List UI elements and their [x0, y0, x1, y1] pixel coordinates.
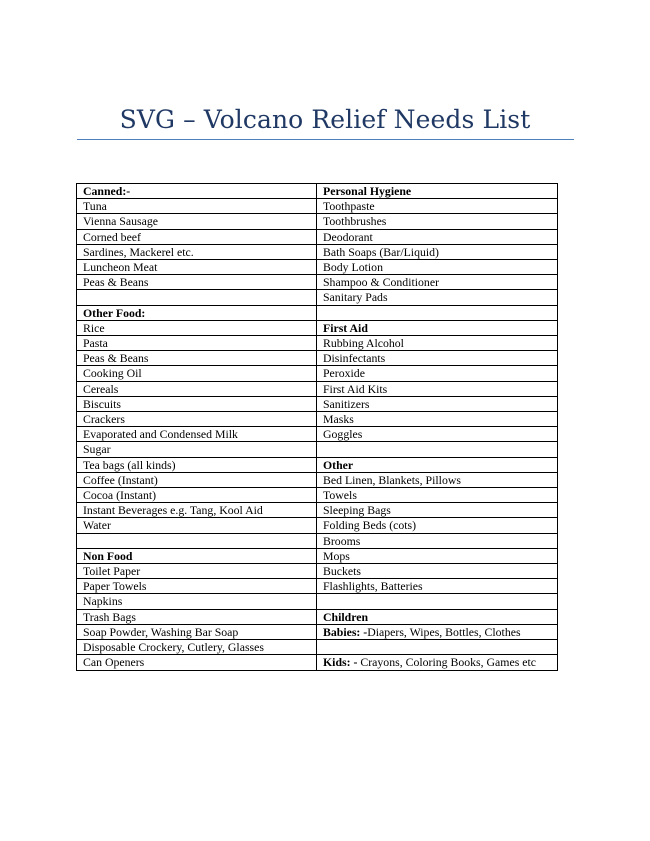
item-cell: Buckets	[317, 564, 558, 579]
item-group-text: Crayons, Coloring Books, Games etc	[357, 655, 536, 670]
labeled-item-cell	[317, 655, 558, 670]
table-row	[77, 548, 558, 563]
item-cell	[77, 533, 317, 548]
table-row	[77, 594, 558, 609]
item-cell: Sleeping Bags	[317, 503, 558, 518]
table-row	[77, 442, 558, 457]
table-row	[77, 518, 558, 533]
item-cell: Rubbing Alcohol	[317, 336, 558, 351]
item-cell: Paper Towels	[77, 579, 317, 594]
table-row	[77, 564, 558, 579]
table-row	[77, 351, 558, 366]
item-cell: Luncheon Meat	[77, 260, 317, 275]
table-row	[77, 290, 558, 305]
table-row	[77, 199, 558, 214]
item-cell: Soap Powder, Washing Bar Soap	[77, 624, 317, 639]
title-rule	[77, 139, 574, 140]
item-cell: Biscuits	[77, 396, 317, 411]
document-title: SVG – Volcano Relief Needs List	[119, 105, 531, 134]
item-cell: Body Lotion	[317, 260, 558, 275]
table-row	[77, 533, 558, 548]
needs-list-table	[76, 183, 558, 671]
item-cell: Folding Beds (cots)	[317, 518, 558, 533]
item-cell: Peas & Beans	[77, 351, 317, 366]
item-cell: Vienna Sausage	[77, 214, 317, 229]
section-heading-cell: Canned:-	[77, 184, 317, 199]
item-cell: Mops	[317, 548, 558, 563]
table-row	[77, 184, 558, 199]
section-heading-cell: First Aid	[317, 320, 558, 335]
item-cell: Bath Soaps (Bar/Liquid)	[317, 244, 558, 259]
item-cell: Towels	[317, 488, 558, 503]
item-cell	[317, 594, 558, 609]
item-cell: Shampoo & Conditioner	[317, 275, 558, 290]
table-row	[77, 396, 558, 411]
item-cell: Deodorant	[317, 229, 558, 244]
item-cell: Cocoa (Instant)	[77, 488, 317, 503]
item-cell: Rice	[77, 320, 317, 335]
table-row	[77, 609, 558, 624]
item-cell: Cooking Oil	[77, 366, 317, 381]
item-cell: Disinfectants	[317, 351, 558, 366]
table-row	[77, 640, 558, 655]
table-row	[77, 381, 558, 396]
table-row	[77, 275, 558, 290]
item-cell: Instant Beverages e.g. Tang, Kool Aid	[77, 503, 317, 518]
item-cell: Peas & Beans	[77, 275, 317, 290]
item-cell: First Aid Kits	[317, 381, 558, 396]
item-cell: Disposable Crockery, Cutlery, Glasses	[77, 640, 317, 655]
item-cell: Tuna	[77, 199, 317, 214]
table-row	[77, 305, 558, 320]
item-cell: Trash Bags	[77, 609, 317, 624]
item-cell: Sardines, Mackerel etc.	[77, 244, 317, 259]
item-cell	[77, 290, 317, 305]
section-heading-cell: Other Food:	[77, 305, 317, 320]
item-cell: Flashlights, Batteries	[317, 579, 558, 594]
item-cell: Can Openers	[77, 655, 317, 670]
section-heading-cell: Non Food	[77, 548, 317, 563]
item-cell: Pasta	[77, 336, 317, 351]
item-cell: Sanitary Pads	[317, 290, 558, 305]
item-cell	[317, 305, 558, 320]
section-heading-cell: Personal Hygiene	[317, 184, 558, 199]
item-group-label: Babies: -	[323, 624, 368, 639]
item-cell: Bed Linen, Blankets, Pillows	[317, 472, 558, 487]
table-row	[77, 579, 558, 594]
item-cell: Peroxide	[317, 366, 558, 381]
item-cell: Toothbrushes	[317, 214, 558, 229]
item-cell: Masks	[317, 412, 558, 427]
table-row	[77, 624, 558, 639]
table-row	[77, 503, 558, 518]
table-row	[77, 412, 558, 427]
item-cell: Brooms	[317, 533, 558, 548]
table-row	[77, 457, 558, 472]
item-group-label: Kids: -	[323, 655, 358, 670]
item-cell: Napkins	[77, 594, 317, 609]
section-heading-cell: Other	[317, 457, 558, 472]
section-heading-cell: Children	[317, 609, 558, 624]
item-cell: Crackers	[77, 412, 317, 427]
item-group-text: Diapers, Wipes, Bottles, Clothes	[367, 624, 521, 639]
table-row	[77, 427, 558, 442]
table-row	[77, 244, 558, 259]
table-row	[77, 488, 558, 503]
item-cell: Cereals	[77, 381, 317, 396]
table-row	[77, 336, 558, 351]
table-row	[77, 214, 558, 229]
item-cell: Toilet Paper	[77, 564, 317, 579]
table-row	[77, 472, 558, 487]
table-row	[77, 366, 558, 381]
item-cell: Sanitizers	[317, 396, 558, 411]
labeled-item-cell	[317, 624, 558, 639]
item-cell: Coffee (Instant)	[77, 472, 317, 487]
item-cell: Tea bags (all kinds)	[77, 457, 317, 472]
item-cell	[317, 640, 558, 655]
item-cell: Toothpaste	[317, 199, 558, 214]
needs-list-body	[77, 184, 558, 671]
item-cell: Evaporated and Condensed Milk	[77, 427, 317, 442]
item-cell: Corned beef	[77, 229, 317, 244]
item-cell	[317, 442, 558, 457]
item-cell: Goggles	[317, 427, 558, 442]
item-cell: Water	[77, 518, 317, 533]
table-row	[77, 655, 558, 670]
table-row	[77, 320, 558, 335]
item-cell: Sugar	[77, 442, 317, 457]
table-row	[77, 260, 558, 275]
table-row	[77, 229, 558, 244]
